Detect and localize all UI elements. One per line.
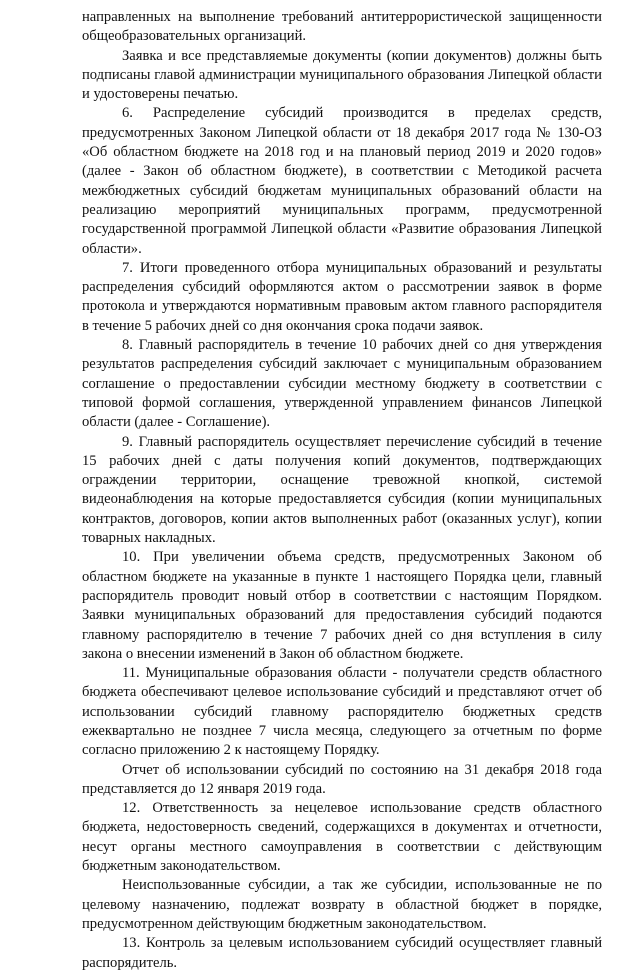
paragraph-item-10: 10. При увеличении объема средств, предусмотренных Законом об областном бюджете на указанные в пункте 1 настоящего Порядка цели, главный распорядитель проводит новый отбор в соответствии с настоящим Порядком. Заявки муниципальных образований для предоставления субсидий подаются главному распорядителю в течение 7 рабочих дней со дня вступления в силу закона о внесении изменений в Закон об областном бюджете. bbox=[82, 549, 602, 662]
paragraph-item-9: 9. Главный распорядитель осуществляет перечисление субсидий в течение 15 рабочих дней с даты получения копий документов, подтверждающих ограждении территории, оснащение тревожной кнопкой, системой видеонаблюдения на которые предоставляется субсидия (копии муниципальных контрактов, договоров, копии актов выполненных работ (оказанных услуг), копии товарных накладных. bbox=[82, 433, 602, 547]
paragraph-unused-subsidies: Неиспользованные субсидии, а так же субсидии, использованные не по целевому назначению, подлежат возврату в областной бюджет в порядке, предусмотренном действующим бюджетным законодательством. bbox=[82, 877, 602, 932]
paragraph-item-7: 7. Итоги проведенного отбора муниципальных образований и результаты распределения субсидий оформляются актом о рассмотрении заявок в форме протокола и утверждаются нормативным правовым актом главного распорядителя в течение 5 рабочих дней со дня окончания срока подачи заявок. bbox=[82, 259, 602, 334]
document-page bbox=[82, 8, 602, 973]
paragraph-item-11: 11. Муниципальные образования области - получатели средств областного бюджета обеспечивают целевое использование субсидий и представляют отчет об использовании субсидий главному распорядителю бюджетных средств ежеквартально не позднее 7 числа месяца, следующего за отчетным по форме согласно приложению 2 к настоящему Порядку. bbox=[82, 665, 602, 759]
paragraph-item-12: 12. Ответственность за нецелевое использование средств областного бюджета, недостоверность сведений, содержащихся в документах и отчетности, несут органы местного самоуправления в соответствии с действующим бюджетным законодательством. bbox=[82, 800, 602, 875]
paragraph-item-13: 13. Контроль за целевым использованием субсидий осуществляет главный распорядитель. bbox=[82, 935, 602, 971]
paragraph-item-8: 8. Главный распорядитель в течение 10 рабочих дней со дня утверждения результатов распределения субсидий заключает с муниципальным образованием соглашение о предоставлении субсидии местному бюджету в соответствии с типовой формой соглашения, утвержденной управлением финансов Липецкой области (далее - Соглашение). bbox=[82, 337, 602, 431]
paragraph-item-6: 6. Распределение субсидий производится в пределах средств, предусмотренных Законом Липецкой области от 18 декабря 2017 года № 130-ОЗ «Об областном бюджете на 2018 год и на плановый период 2019 и 2020 годов» (далее - Закон об областном бюджете), в соответствии с Методикой расчета межбюджетных субсидий бюджетам муниципальных образований области на реализацию мероприятий муниципальных программ, предусмотренной государственной программой Липецкой области «Развитие образования Липецкой области». bbox=[82, 105, 602, 257]
paragraph-application-signing: Заявка и все представляемые документы (копии документов) должны быть подписаны главой администрации муниципального образования Липецкой области и удостоверены печатью. bbox=[82, 47, 602, 103]
paragraph-report-deadline: Отчет об использовании субсидий по состоянию на 31 декабря 2018 года представляется до 12 января 2019 года. bbox=[82, 761, 602, 797]
paragraph-continuation: направленных на выполнение требований антитеррористической защищенности общеобразовательных организаций. bbox=[82, 9, 602, 45]
